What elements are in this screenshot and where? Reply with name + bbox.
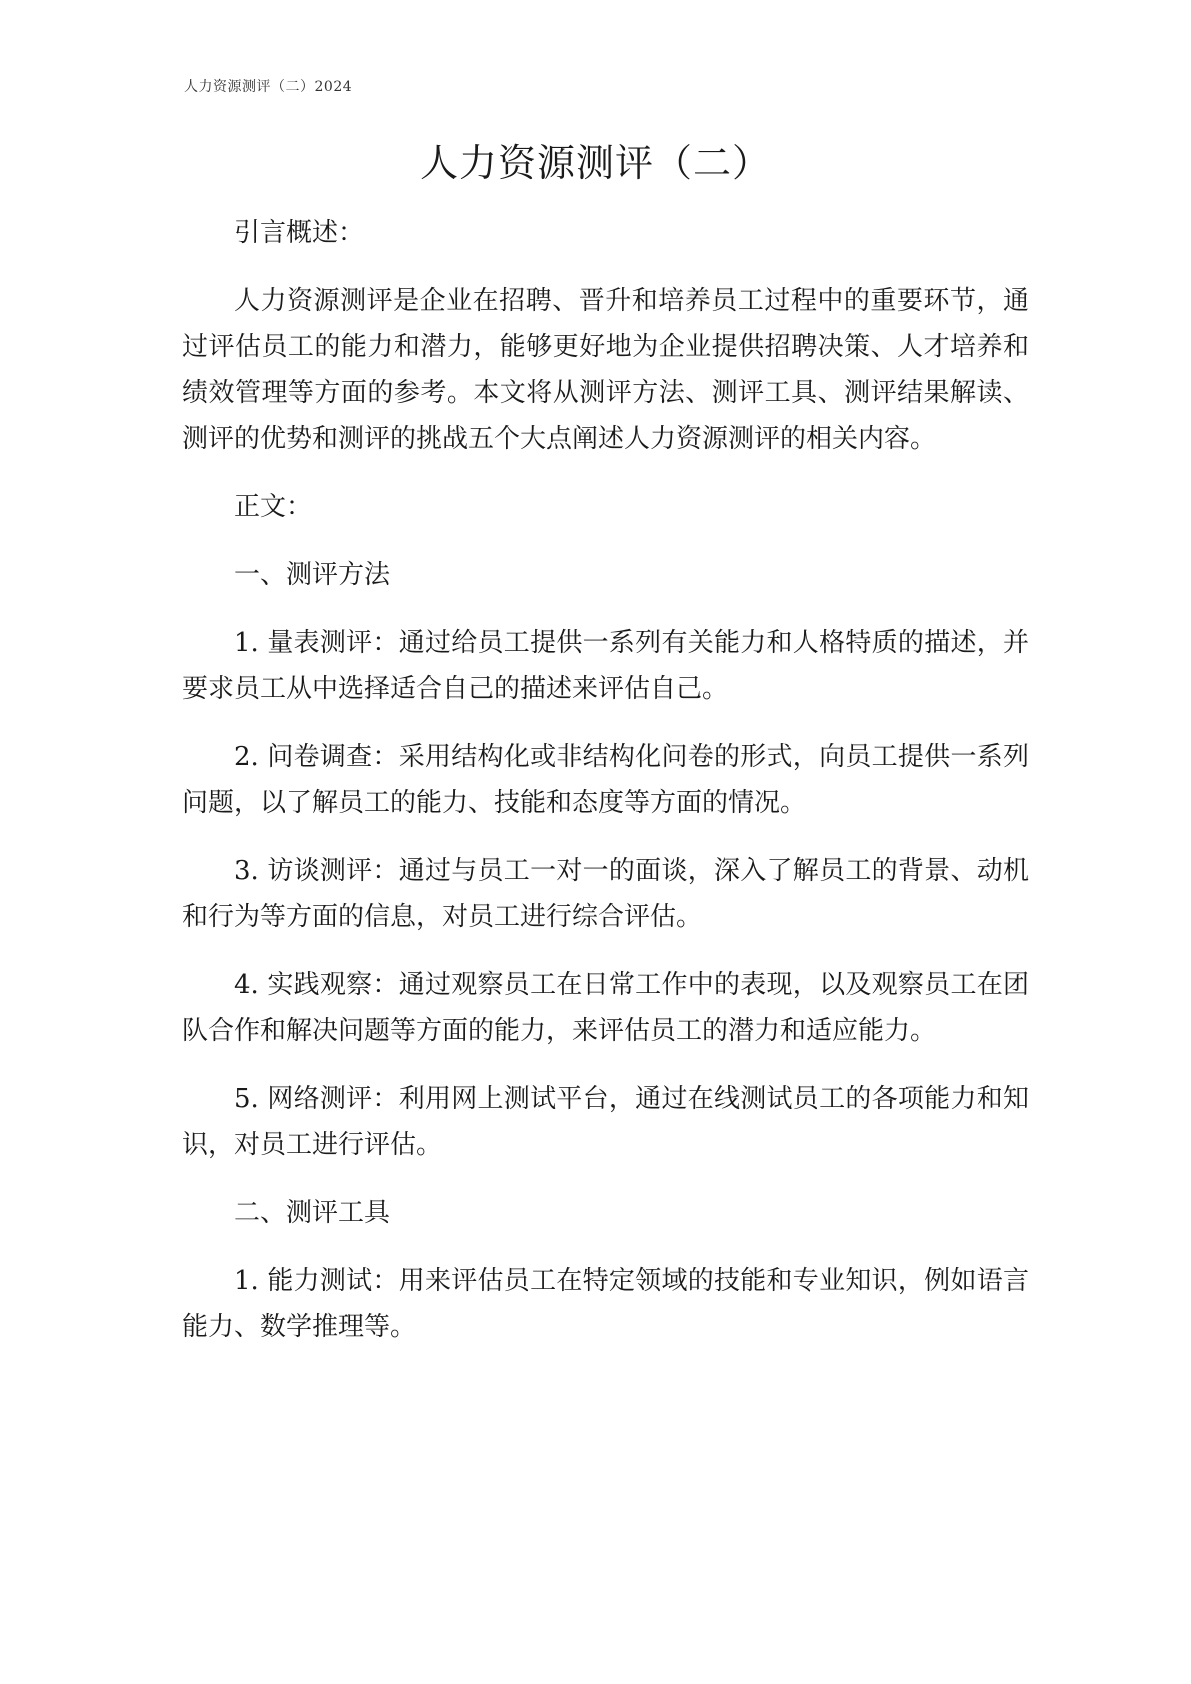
document-title: 人力资源测评（二） — [419, 141, 771, 185]
section-2-item: 1. 能力测试：用来评估员工在特定领域的技能和专业知识，例如语言能力、数学推理等。 — [182, 1266, 1029, 1342]
intro-heading: 引言概述： — [234, 218, 365, 248]
section-1-item: 1. 量表测评：通过给员工提供一系列有关能力和人格特质的描述，并要求员工从中选择适合自己的描述来评估自己。 — [182, 628, 1029, 704]
body-heading: 正文： — [234, 492, 313, 522]
document-body — [182, 210, 1029, 1372]
section-1-item: 4. 实践观察：通过观察员工在日常工作中的表现，以及观察员工在团队合作和解决问题等方面的能力，来评估员工的潜力和适应能力。 — [182, 970, 1029, 1046]
section-1-item: 3. 访谈测评：通过与员工一对一的面谈，深入了解员工的背景、动机和行为等方面的信息，对员工进行综合评估。 — [182, 856, 1029, 932]
section-2-heading: 二、测评工具 — [234, 1198, 391, 1228]
section-1-item: 2. 问卷调查：采用结构化或非结构化问卷的形式，向员工提供一系列问题，以了解员工的能力、技能和态度等方面的情况。 — [182, 742, 1029, 818]
section-1-heading: 一、测评方法 — [234, 560, 391, 590]
intro-paragraph: 人力资源测评是企业在招聘、晋升和培养员工过程中的重要环节，通过评估员工的能力和潜力，能够更好地为企业提供招聘决策、人才培养和绩效管理等方面的参考。本文将从测评方法、测评工具、测评结果解读、测评的优势和测评的挑战五个大点阐述人力资源测评的相关内容。 — [182, 286, 1029, 454]
section-1-item: 5. 网络测评：利用网上测试平台，通过在线测试员工的各项能力和知识，对员工进行评估。 — [182, 1084, 1029, 1160]
running-header: 人力资源测评（二）2024 — [184, 79, 353, 95]
